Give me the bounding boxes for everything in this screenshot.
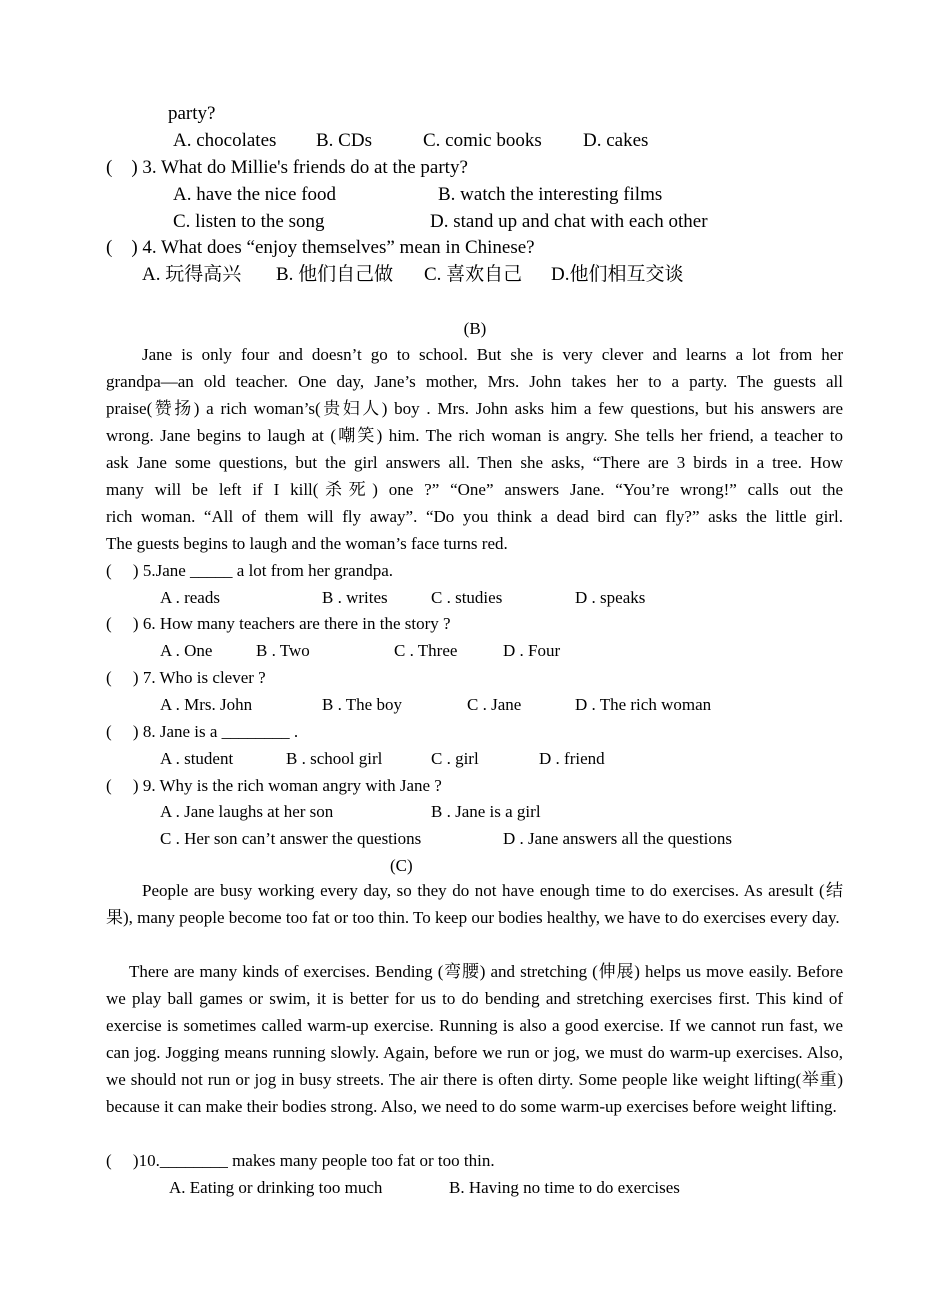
q5-option-d: D . speaks: [575, 588, 646, 607]
q8-option-d: D . friend: [539, 749, 605, 768]
passage-b-line-3: praise(赞扬) a rich woman’s(贵妇人) boy . Mrs. John asks him a few questions, but his answers are: [106, 399, 843, 418]
question-10: ( )10.________ makes many people too fat or too thin.: [106, 1151, 495, 1170]
passage-b-line-6: many will be left if I kill(杀死) one ?” “One” answers Jane. “You’re wrong!” calls out the: [106, 480, 843, 499]
q4-option-a: A. 玩得高兴: [142, 264, 242, 285]
q2-option-b: B. CDs: [316, 130, 372, 151]
q8-option-b: B . school girl: [286, 749, 383, 768]
question-3: ( ) 3. What do Millie's friends do at the party?: [106, 157, 468, 178]
passage-b-line-4: wrong. Jane begins to laugh at (嘲笑) him. The rich woman is angry. She tells her friend, a teacher to: [106, 426, 843, 445]
q3-option-d: D. stand up and chat with each other: [430, 211, 708, 232]
passage-b-line-1: Jane is only four and doesn’t go to school. But she is very clever and learns a lot from her: [142, 345, 843, 364]
q6-option-d: D . Four: [503, 641, 561, 660]
passage-c-paragraph-2: There are many kinds of exercises. Bending (弯腰) and stretching (伸展) helps us move easily. Before we play ball games or swim, it is better for us to do bending and stretching exercises first. This kind of exercise is sometimes called warm-up exercise. Running is also a good exercise. If we cannot run fast, we can jog. Jogging means running slowly. Again, before we run or jog, we must do warm-up exercises. Also, we should not run or jog in busy streets. The air there is often dirty. Some people like weight lifting(举重) because it can make their bodies strong. Also, we need to do some warm-up exercises before weight lifting.: [106, 962, 843, 1116]
q7-option-b: B . The boy: [322, 695, 402, 714]
question-5: ( ) 5.Jane _____ a lot from her grandpa.: [106, 561, 394, 580]
question-8: ( ) 8. Jane is a ________ .: [106, 722, 299, 741]
passage-b-line-7: rich woman. “All of them will fly away”. “Do you think a dead bird can fly?” asks the little girl.: [106, 507, 843, 526]
q9-option-b: B . Jane is a girl: [431, 802, 541, 821]
q2-option-a: A. chocolates: [173, 130, 277, 151]
q2-continuation: party?: [168, 103, 216, 124]
question-9: ( ) 9. Why is the rich woman angry with Jane ?: [106, 776, 442, 795]
passage-b-line-2: grandpa—an old teacher. One day, Jane’s mother, Mrs. John takes her to a party. The guests all: [106, 372, 843, 391]
q5-option-b: B . writes: [322, 588, 388, 607]
q9-option-c: C . Her son can’t answer the questions: [160, 829, 422, 848]
q7-option-c: C . Jane: [467, 695, 522, 714]
q3-option-a: A. have the nice food: [173, 184, 337, 205]
q5-option-a: A . reads: [160, 588, 220, 607]
q8-option-a: A . student: [160, 749, 234, 768]
q6-option-a: A . One: [160, 641, 213, 660]
q4-option-d: D.他们相互交谈: [551, 264, 684, 285]
q7-option-a: A . Mrs. John: [160, 695, 253, 714]
passage-b-line-8: The guests begins to laugh and the woman’s face turns red.: [106, 534, 508, 553]
q10-option-b: B. Having no time to do exercises: [449, 1178, 680, 1197]
q2-option-c: C. comic books: [423, 130, 542, 151]
q9-option-a: A . Jane laughs at her son: [160, 802, 334, 821]
section-c-heading: (C): [390, 856, 413, 875]
q5-option-c: C . studies: [431, 588, 503, 607]
question-6: ( ) 6. How many teachers are there in the story ?: [106, 614, 451, 633]
question-4: ( ) 4. What does “enjoy themselves” mean in Chinese?: [106, 237, 535, 258]
q6-option-b: B . Two: [256, 641, 310, 660]
q10-option-a: A. Eating or drinking too much: [169, 1178, 383, 1197]
q9-option-d: D . Jane answers all the questions: [503, 829, 732, 848]
q2-option-d: D. cakes: [583, 130, 649, 151]
q8-option-c: C . girl: [431, 749, 479, 768]
q7-option-d: D . The rich woman: [575, 695, 712, 714]
q6-option-c: C . Three: [394, 641, 458, 660]
q3-option-b: B. watch the interesting films: [438, 184, 663, 205]
passage-c-paragraph-1: People are busy working every day, so they do not have enough time to do exercises. As aresult (结果), many people become too fat or too thin. To keep our bodies healthy, we have to do exercises every day.: [106, 881, 843, 927]
section-b-heading: (B): [463, 319, 487, 338]
q4-option-c: C. 喜欢自己: [424, 264, 523, 285]
q3-option-c: C. listen to the song: [173, 211, 325, 232]
q4-option-b: B. 他们自己做: [276, 264, 394, 285]
question-7: ( ) 7. Who is clever ?: [106, 668, 266, 687]
passage-b-line-5: ask Jane some questions, but the girl answers all. Then she asks, “There are 3 birds in a tree. How: [106, 453, 843, 472]
